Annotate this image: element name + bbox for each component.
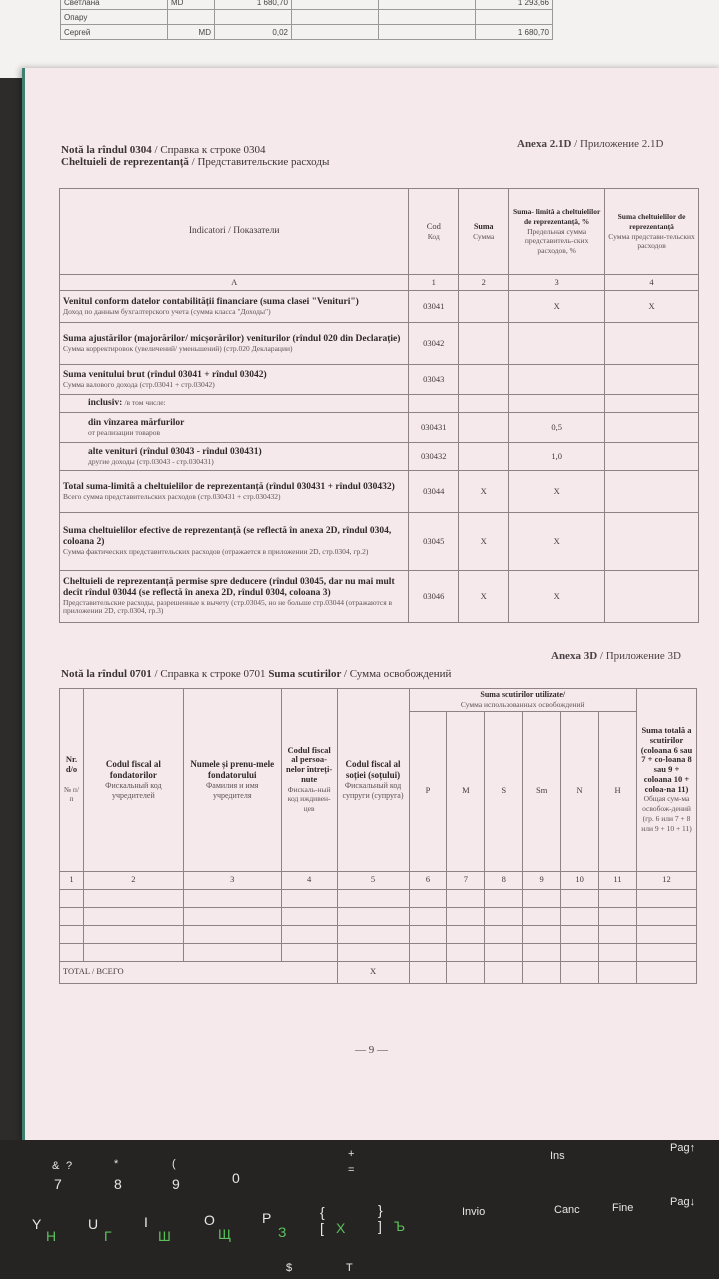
row-cell: [459, 365, 509, 395]
row-cell: [459, 443, 509, 471]
bg-cell: Сергей: [61, 25, 168, 40]
row-cell: 0,5: [509, 413, 605, 443]
key-legend: Щ: [218, 1226, 232, 1242]
row-label: Total suma-limită a cheltuielilor de reprezentanță (rîndul 030431 + rîndul 030432) Всего сумма представительских расходов (стр.030431 + стр.030432): [60, 471, 409, 513]
header-indicatori: Indicatori / Показатели: [60, 189, 409, 275]
key-legend: (: [172, 1158, 176, 1170]
bg-cell: 0,02: [215, 25, 292, 40]
table-row: [60, 291, 699, 323]
section1-title: Notă la rîndul 0304 / Справка к строке 0304 Cheltuieli de reprezentanță / Представительские расходы: [61, 144, 330, 168]
key-legend: З: [278, 1224, 287, 1240]
key-legend: P: [262, 1210, 272, 1226]
header-sub: N: [561, 711, 599, 871]
key-legend: I: [144, 1214, 148, 1230]
header-efectiva: Suma cheltuielilor de reprezentanță Сумма представи-тельских расходов: [605, 189, 699, 275]
key-legend: *: [114, 1158, 119, 1170]
row-cell: [605, 513, 699, 571]
header-sub: Sm: [523, 711, 561, 871]
key-legend: Pag↑: [670, 1142, 696, 1154]
key-legend: Canc: [554, 1204, 580, 1216]
header-cod: Cod Код: [409, 189, 459, 275]
exemptions-table: [59, 688, 697, 984]
row-cell: [605, 413, 699, 443]
row-cell: [459, 291, 509, 323]
table-row: [60, 571, 699, 623]
key-legend: Ъ: [394, 1218, 406, 1234]
representation-expenses-table: [59, 188, 699, 623]
row-cell: [605, 323, 699, 365]
row-code: 03044: [409, 471, 459, 513]
row-label: alte venituri (rîndul 03043 - rîndul 030431) другие доходы (стр.03043 - стр.030431): [60, 443, 409, 471]
row-code: 030431: [409, 413, 459, 443]
bg-cell: [476, 10, 553, 25]
empty-row: [60, 907, 697, 925]
key-legend: ?: [66, 1160, 73, 1172]
header-utilizate: Suma scutirilor utilizate/ Сумма использованных освобождений: [409, 689, 636, 712]
colnum: 11: [599, 871, 637, 889]
table-row: [60, 323, 699, 365]
row-cell: X: [459, 513, 509, 571]
key-legend: 8: [114, 1176, 122, 1192]
key-legend: }: [378, 1202, 383, 1218]
colnum: 8: [485, 871, 523, 889]
colnum: 10: [561, 871, 599, 889]
table-row: [60, 395, 699, 413]
header-persoane: Codul fiscal al persoa-nelor întreți-nute Фискаль-ный код иждивен-цев: [281, 689, 337, 872]
header-sotie: Codul fiscal al soției (soțului) Фискальный код супруги (супруга): [337, 689, 409, 872]
header-sub: S: [485, 711, 523, 871]
colnum: 12: [636, 871, 696, 889]
section2-title: Notă la rîndul 0701 / Справка к строке 0701 Suma scutirilor / Сумма освобождений: [61, 668, 452, 680]
bg-cell: 1 293,66: [476, 0, 553, 10]
table-row: [60, 513, 699, 571]
colnum: 5: [337, 871, 409, 889]
bg-cell: MD: [168, 25, 215, 40]
key-legend: &: [52, 1160, 60, 1172]
row-cell: X: [459, 571, 509, 623]
colnum: 4: [605, 275, 699, 291]
row-cell: X: [509, 291, 605, 323]
row-cell: [459, 413, 509, 443]
key-legend: Г: [104, 1228, 112, 1244]
row-label: din vînzarea mărfurilor от реализации товаров: [60, 413, 409, 443]
keyboard-photo: [0, 1140, 719, 1279]
bg-cell: 1 680,70: [215, 0, 292, 10]
row-cell: [509, 365, 605, 395]
row-label: Suma ajustărilor (majorărilor/ micșorărilor) veniturilor (rîndul 020 din Declarație) Сумма корректировок (увеличений/ уменьшений) (стр.020 Декларации): [60, 323, 409, 365]
key-legend: 0: [232, 1170, 240, 1186]
colnum: 6: [409, 871, 447, 889]
table-row: [60, 471, 699, 513]
key-legend: Х: [336, 1220, 346, 1236]
table-row: [60, 365, 699, 395]
key-legend: T: [346, 1262, 353, 1274]
background-table: [60, 0, 553, 40]
header-suma: Suma Сумма: [459, 189, 509, 275]
header-codf: Codul fiscal al fondatorilor Фискальный код учредителей: [83, 689, 183, 872]
colnum: 9: [523, 871, 561, 889]
row-cell: [605, 571, 699, 623]
colnum: 3: [509, 275, 605, 291]
table-row: [60, 443, 699, 471]
key-legend: Ш: [158, 1228, 171, 1244]
row-cell: [509, 395, 605, 413]
header-sub: H: [599, 711, 637, 871]
colnum: 4: [281, 871, 337, 889]
row-cell: X: [605, 291, 699, 323]
table-row: [60, 413, 699, 443]
row-code: 03046: [409, 571, 459, 623]
colnum: 1: [60, 871, 84, 889]
key-legend: $: [286, 1262, 293, 1274]
key-legend: U: [88, 1216, 99, 1232]
key-legend: Ins: [550, 1150, 565, 1162]
key-legend: O: [204, 1212, 215, 1228]
key-legend: {: [320, 1204, 325, 1220]
row-code: 03041: [409, 291, 459, 323]
row-code: 030432: [409, 443, 459, 471]
key-legend: Pag↓: [670, 1196, 696, 1208]
key-legend: =: [348, 1164, 355, 1176]
bg-cell: MD: [168, 0, 215, 10]
row-cell: [605, 443, 699, 471]
row-label: inclusiv: /в том числе:: [60, 395, 409, 413]
key-legend: 7: [54, 1176, 62, 1192]
key-legend: Y: [32, 1216, 42, 1232]
header-nume: Numele și prenu-mele fondatorului Фамилия и имя учредителя: [183, 689, 281, 872]
key-legend: +: [348, 1148, 355, 1160]
colnum: 2: [83, 871, 183, 889]
row-cell: [509, 323, 605, 365]
row-code: [409, 395, 459, 413]
colnum: A: [60, 275, 409, 291]
bg-cell: Светлана: [61, 0, 168, 10]
row-cell: X: [509, 571, 605, 623]
header-limita: Suma- limită a cheltuielilor de reprezentanță, % Предельная сумма представитель-ских расходов, %: [509, 189, 605, 275]
key-legend: ]: [378, 1218, 382, 1234]
total-x: X: [337, 961, 409, 983]
row-label: Venitul conform datelor contabilității financiare (suma clasei "Venituri") Доход по данным бухгалтерского учета (сумма класса "Доходы"): [60, 291, 409, 323]
empty-row: [60, 889, 697, 907]
bg-cell: Опару: [61, 10, 168, 25]
background-sheet: [0, 0, 719, 78]
header-nr: Nr. d/o № п/п: [60, 689, 84, 872]
empty-row: [60, 943, 697, 961]
row-cell: [605, 395, 699, 413]
row-cell: X: [509, 513, 605, 571]
bg-cell: [215, 10, 292, 25]
colnum: 3: [183, 871, 281, 889]
header-sub: P: [409, 711, 447, 871]
row-cell: X: [459, 471, 509, 513]
colnum: 7: [447, 871, 485, 889]
row-cell: [459, 395, 509, 413]
page-number: — 9 —: [355, 1044, 388, 1056]
total-label: TOTAL / ВСЕГО: [60, 961, 338, 983]
document-page: [22, 68, 719, 1150]
section2-anexa: Anexa 3D / Приложение 3D: [551, 650, 681, 662]
row-label: Cheltuieli de reprezentanță permise spre deducere (rîndul 03045, dar nu mai mult decît rîndul 03044 (se reflectă în anexa 2D, rîndul 0304, coloana 3) Представительские расходы, разрешенные к вычету (стр.03045, но не больше стр.03044 (отражаются в приложении 2D, стр.0304, гр.3): [60, 571, 409, 623]
row-label: Suma cheltuielilor efective de reprezentanță (se reflectă în anexa 2D, rîndul 0304, coloana 2) Сумма фактических представительских расходов (отражается в приложении 2D, стр.0304, гр.2): [60, 513, 409, 571]
total-row: [60, 961, 697, 983]
row-cell: 1,0: [509, 443, 605, 471]
header-sub: M: [447, 711, 485, 871]
row-cell: [459, 323, 509, 365]
bg-cell: 1 680,70: [476, 25, 553, 40]
row-cell: X: [509, 471, 605, 513]
key-legend: Н: [46, 1228, 57, 1244]
row-code: 03043: [409, 365, 459, 395]
empty-row: [60, 925, 697, 943]
row-cell: [605, 471, 699, 513]
bg-cell: [168, 10, 215, 25]
section1-anexa: Anexa 2.1D / Приложение 2.1D: [517, 138, 664, 150]
row-code: 03042: [409, 323, 459, 365]
colnum: 2: [459, 275, 509, 291]
row-cell: [605, 365, 699, 395]
row-code: 03045: [409, 513, 459, 571]
colnum: 1: [409, 275, 459, 291]
key-legend: Fine: [612, 1202, 634, 1214]
key-legend: 9: [172, 1176, 180, 1192]
key-legend: Invio: [462, 1206, 486, 1218]
header-total: Suma totală a scutirilor (coloana 6 sau 7 + co-loana 8 sau 9 + coloana 10 + coloa-na 11) Общая сум-ма освобож-дений (гр. 6 или 7 + 8 или 9 + 10 + 11): [636, 689, 696, 872]
key-legend: [: [320, 1220, 324, 1236]
row-label: Suma venitului brut (rîndul 03041 + rîndul 03042) Сумма валового дохода (стр.03041 + стр.03042): [60, 365, 409, 395]
